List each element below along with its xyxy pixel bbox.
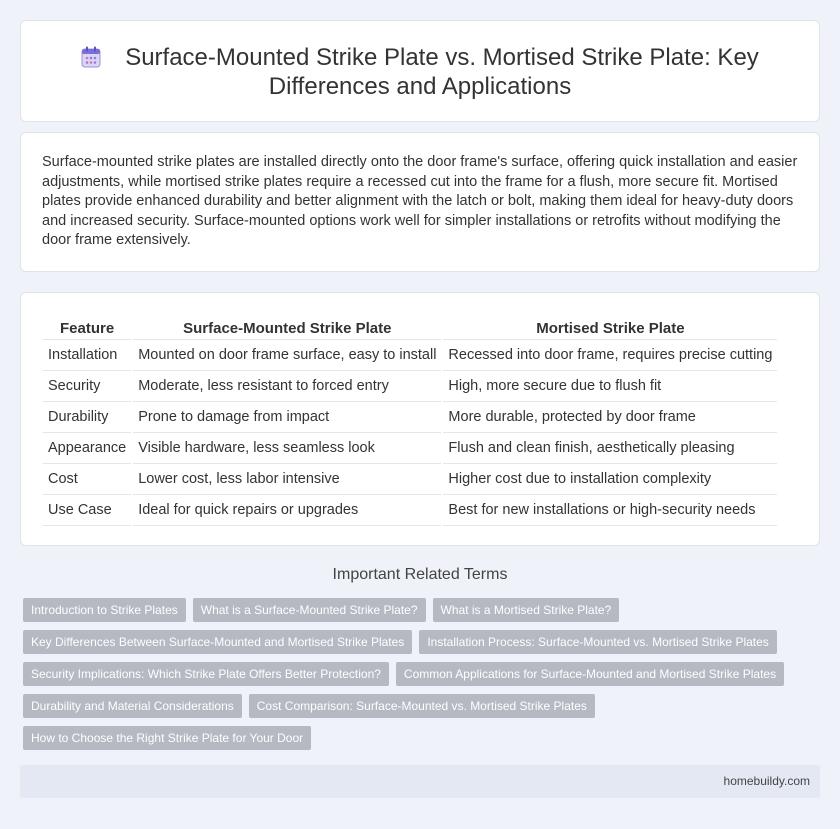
header-card bbox=[20, 20, 820, 122]
table-cell: Ideal for quick repairs or upgrades bbox=[132, 495, 442, 526]
table-cell: Best for new installations or high-security needs bbox=[442, 495, 777, 526]
table-cell: Appearance bbox=[43, 433, 132, 464]
related-term-link[interactable]: What is a Mortised Strike Plate? bbox=[433, 598, 620, 622]
table-row bbox=[43, 371, 777, 402]
header-feature: Feature bbox=[43, 317, 132, 340]
table-row bbox=[43, 464, 777, 495]
table-cell: Flush and clean finish, aesthetically pleasing bbox=[442, 433, 777, 464]
related-term-link[interactable]: Security Implications: Which Strike Plate Offers Better Protection? bbox=[23, 662, 389, 686]
comparison-table bbox=[43, 317, 777, 526]
related-term-link[interactable]: Introduction to Strike Plates bbox=[23, 598, 186, 622]
table-cell: Moderate, less resistant to forced entry bbox=[132, 371, 442, 402]
intro-paragraph: Surface-mounted strike plates are installed directly onto the door frame's surface, offering quick installation and easier adjustments, while mortised strike plates require a recessed cut into the frame for a flush, more secure fit. Mortised plates provide enhanced durability and better alignment with the latch or bolt, making them ideal for heavy-duty doors and increased security. Surface-mounted options work well for simpler installations or retrofits without modifying the door frame extensively. bbox=[42, 154, 798, 248]
table-cell: Prone to damage from impact bbox=[132, 402, 442, 433]
footer-site-link[interactable]: homebuildy.com bbox=[723, 774, 810, 788]
title-line-2: Differences and Applications bbox=[268, 73, 572, 100]
table-cell: Use Case bbox=[43, 495, 132, 526]
comparison-card bbox=[20, 292, 820, 546]
related-terms-list bbox=[23, 598, 823, 758]
table-cell: Lower cost, less labor intensive bbox=[132, 464, 442, 495]
table-cell: Recessed into door frame, requires precise cutting bbox=[442, 340, 777, 371]
table-cell: Higher cost due to installation complexity bbox=[442, 464, 777, 495]
title-line-1: Surface-Mounted Strike Plate vs. Mortised Strike Plate: Key bbox=[125, 44, 759, 71]
header-surface-mounted: Surface-Mounted Strike Plate bbox=[132, 317, 442, 340]
related-term-link[interactable]: What is a Surface-Mounted Strike Plate? bbox=[193, 598, 426, 622]
table-header-row bbox=[43, 317, 777, 340]
related-term-link[interactable]: Cost Comparison: Surface-Mounted vs. Mortised Strike Plates bbox=[249, 694, 595, 718]
header-mortised: Mortised Strike Plate bbox=[442, 317, 777, 340]
related-term-link[interactable]: Key Differences Between Surface-Mounted and Mortised Strike Plates bbox=[23, 630, 412, 654]
related-term-link[interactable]: Durability and Material Considerations bbox=[23, 694, 242, 718]
table-cell: Cost bbox=[43, 464, 132, 495]
table-row bbox=[43, 402, 777, 433]
calendar-icon bbox=[81, 46, 101, 68]
table-cell: Durability bbox=[43, 402, 132, 433]
footer bbox=[20, 765, 820, 798]
table-cell: Installation bbox=[43, 340, 132, 371]
related-term-link[interactable]: Common Applications for Surface-Mounted and Mortised Strike Plates bbox=[396, 662, 784, 686]
table-row bbox=[43, 433, 777, 464]
table-cell: More durable, protected by door frame bbox=[442, 402, 777, 433]
table-cell: Security bbox=[43, 371, 132, 402]
table-row bbox=[43, 340, 777, 371]
related-terms-title: Important Related Terms bbox=[332, 566, 508, 583]
table-cell: High, more secure due to flush fit bbox=[442, 371, 777, 402]
intro-card bbox=[20, 132, 820, 272]
table-row bbox=[43, 495, 777, 526]
related-term-link[interactable]: How to Choose the Right Strike Plate for Your Door bbox=[23, 726, 311, 750]
table-cell: Visible hardware, less seamless look bbox=[132, 433, 442, 464]
table-cell: Mounted on door frame surface, easy to install bbox=[132, 340, 442, 371]
page-title bbox=[21, 43, 819, 101]
related-term-link[interactable]: Installation Process: Surface-Mounted vs. Mortised Strike Plates bbox=[419, 630, 776, 654]
